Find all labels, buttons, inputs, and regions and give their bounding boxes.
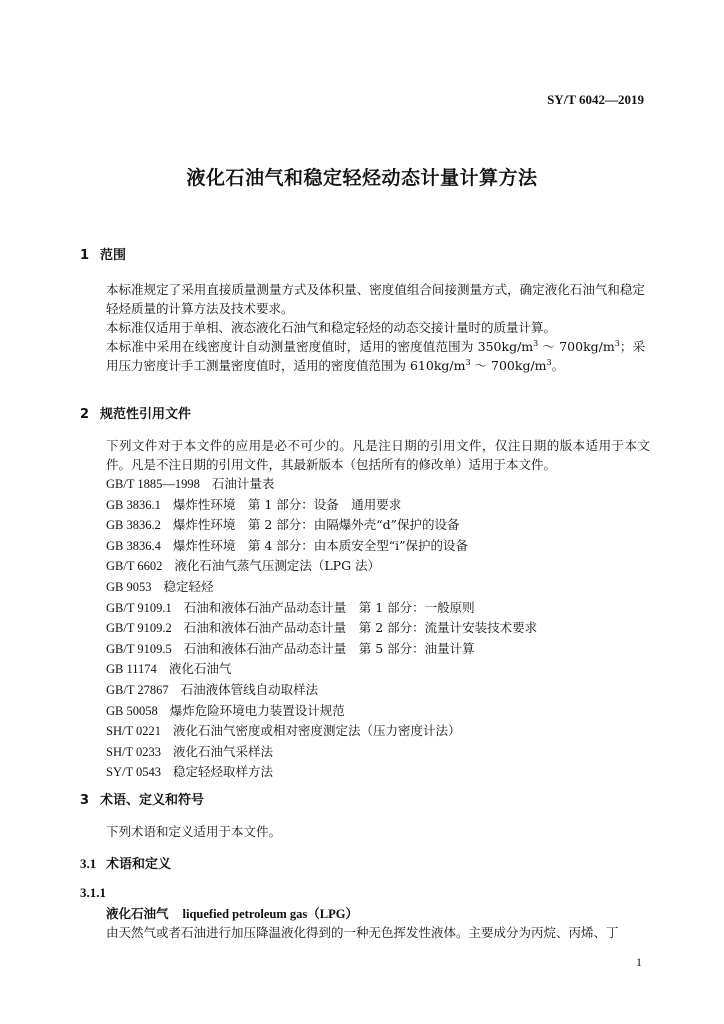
superscript: 3 [533, 338, 539, 348]
reference-item [106, 598, 537, 619]
paragraph: 下列文件对于本文件的应用是必不可少的。凡是注日期的引用文件，仅注日期的版本适用于本文件。凡是不注日期的引用文件，其最新版本（包括所有的修改单）适用于本文件。 [106, 438, 650, 472]
reference-item [106, 536, 537, 557]
document-title: 液化石油气和稳定轻烃动态计量计算方法 [186, 167, 538, 189]
reference-code: GB/T 9109.2 [106, 621, 172, 636]
reference-code: GB/T 9109.5 [106, 641, 172, 656]
reference-title: 稳定轻烃取样方法 [173, 764, 274, 780]
reference-title: 石油液体管线自动取样法 [180, 681, 319, 697]
paragraph: 下列术语和定义适用于本文件。 [106, 824, 282, 839]
reference-item [106, 556, 537, 577]
section-title: 规范性引用文件 [100, 407, 192, 422]
text-run: ；采用压力密度计手工测量密度值时，适用的密度值范围为 610kg/m [106, 339, 645, 373]
paragraph: 本标准仅适用于单相、液态液化石油气和稳定轻烃的动态交接计量时的质量计算。 [106, 320, 557, 335]
reference-title: 石油和液体石油产品动态计量 第 5 部分：油量计算 [183, 640, 475, 656]
term-chinese: 液化石油气 [106, 906, 169, 921]
reference-item [106, 515, 537, 536]
reference-code: GB 3836.1 [106, 497, 161, 512]
reference-code: GB 3836.2 [106, 518, 161, 533]
term-english: liquefied petroleum gas（LPG） [182, 907, 358, 921]
reference-item [106, 577, 537, 598]
superscript: 3 [614, 338, 620, 348]
text-run: 本标准中采用在线密度计自动测量密度值时，适用的密度值范围为 350kg/m [106, 339, 534, 354]
subsection-number: 3.1 [80, 856, 97, 871]
reference-item [106, 762, 537, 783]
reference-title: 液化石油气 [168, 661, 232, 677]
term-entry [106, 904, 358, 922]
reference-code: GB/T 9109.1 [106, 600, 172, 615]
reference-item [106, 721, 537, 742]
reference-item [106, 495, 537, 516]
subsection-heading [80, 853, 171, 872]
term-definition: 由天然气或者石油进行加压降温液化得到的一种无色挥发性液体。主要成分为丙烷、丙烯、丁 [106, 925, 619, 940]
reference-code: GB/T 27867 [106, 682, 169, 697]
superscript: 3 [465, 357, 471, 367]
reference-item [106, 618, 537, 639]
section-3-intro [80, 822, 645, 841]
reference-list [106, 474, 537, 783]
reference-title: 稳定轻烃 [163, 578, 214, 594]
reference-code: SY/T 0543 [106, 765, 161, 780]
reference-code: GB 3836.4 [106, 538, 161, 553]
text-run: ～ 700kg/m [538, 339, 615, 354]
term-number: 3.1.1 [80, 885, 106, 900]
reference-code: GB/T 6602 [106, 559, 163, 574]
text-run: 。 [551, 358, 565, 373]
subsection-title: 术语和定义 [106, 857, 172, 872]
reference-item [106, 659, 537, 680]
text-run: ～ 700kg/m [470, 358, 547, 373]
reference-item [106, 639, 537, 660]
reference-code: SH/T 0221 [106, 724, 161, 739]
reference-code: GB/T 1885—1998 [106, 477, 200, 491]
reference-item [106, 742, 537, 763]
reference-title: 爆炸危险环境电力装置设计规范 [169, 702, 345, 718]
superscript: 3 [546, 357, 552, 367]
section-2-heading [80, 403, 191, 422]
reference-item [106, 680, 537, 701]
reference-title: 石油和液体石油产品动态计量 第 1 部分：一般原则 [183, 599, 475, 615]
reference-code: GB 9053 [106, 579, 152, 594]
reference-title: 爆炸性环境 第 2 部分：由隔爆外壳“d”保护的设备 [172, 517, 460, 533]
reference-code: GB 50058 [106, 703, 158, 718]
section-2-intro [80, 436, 650, 474]
paragraph: 本标准规定了采用直接质量测量方式及体积量、密度值组合间接测量方式，确定液化石油气和稳定轻烃质量的计算方法及技术要求。 [106, 282, 645, 316]
reference-title: 爆炸性环境 第 4 部分：由本质安全型“i”保护的设备 [172, 537, 469, 553]
section-3-heading [80, 789, 204, 808]
reference-item [106, 701, 537, 722]
section-title: 术语、定义和符号 [100, 793, 205, 808]
section-number: 2 [80, 407, 90, 422]
reference-item [106, 474, 537, 495]
reference-title: 液化石油气蒸气压测定法（LPG 法） [174, 558, 381, 574]
reference-code: SH/T 0233 [106, 744, 161, 759]
reference-title: 石油和液体石油产品动态计量 第 2 部分：流量计安装技术要求 [183, 620, 538, 636]
section-number: 3 [80, 793, 90, 808]
section-title: 范围 [100, 248, 127, 263]
reference-title: 液化石油气采样法 [173, 743, 274, 759]
section-1-heading [80, 244, 126, 263]
section-1-body [80, 280, 645, 375]
document-code: SY/T 6042—2019 [547, 92, 644, 107]
reference-code: GB 11174 [106, 662, 157, 677]
page-number: 1 [636, 955, 642, 969]
reference-title: 液化石油气密度或相对密度测定法（压力密度计法） [173, 723, 461, 739]
paragraph [80, 337, 645, 375]
section-number: 1 [80, 248, 90, 263]
reference-title: 爆炸性环境 第 1 部分：设备 通用要求 [172, 496, 402, 512]
reference-title: 石油计量表 [211, 476, 275, 491]
